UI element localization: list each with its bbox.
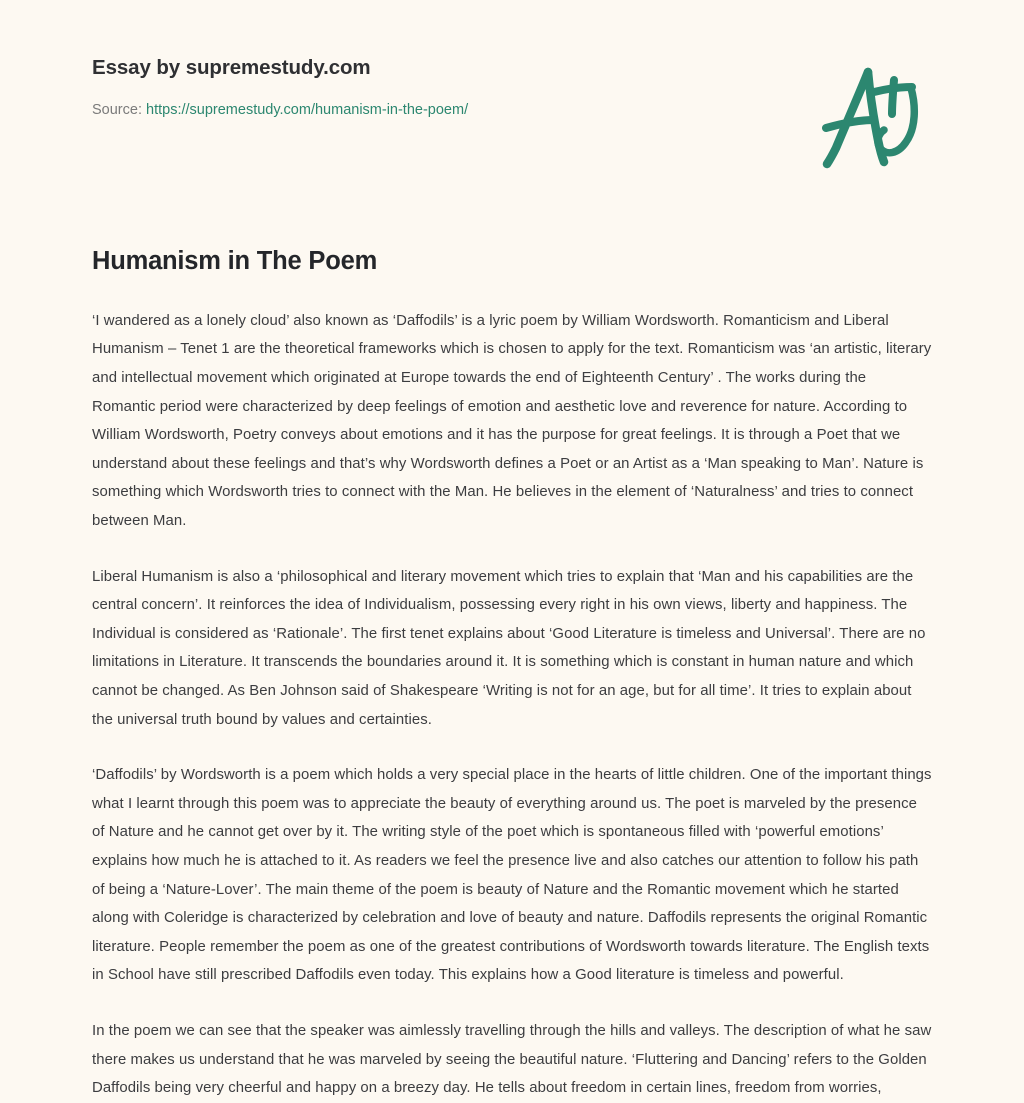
paragraph: ‘Daffodils’ by Wordsworth is a poem which holds a very special place in the hearts of little children. One of the important things what I learnt through this poem was to appreciate the beauty of everything around us. The poet is marveled by the presence of Nature and he cannot get over by it. The writing style of the poet which is spontaneous filled with ‘powerful emotions’ explains how much he is attached to it. As readers we feel the presence live and also catches our attention to follow his path of being a ‘Nature-Lover’. The main theme of the poem is beauty of Nature and the Romantic movement which he started along with Coleridge is characterized by celebration and love of beauty and nature. Daffodils represents the original Romantic literature. People remember the poem as one of the greatest contributions of Wordsworth towards literature. The English texts in School have still prescribed Daffodils even today. This explains how a Good literature is timeless and powerful. (92, 767, 932, 984)
paragraph: ‘I wandered as a lonely cloud’ also known as ‘Daffodils’ is a lyric poem by William Wordsworth. Romanticism and Liberal Humanism – Tenet 1 are the theoretical frameworks which is chosen to apply for the text. Romanticism was ‘an artistic, literary and intellectual movement which originated at Europe towards the end of Eighteenth Century’ . The works during the Romantic period were characterized by deep feelings of emotion and aesthetic love and reverence for nature. According to William Wordsworth, Poetry conveys about emotions and it has the purpose for great feelings. It is through a Poet that we understand about these feelings and that’s why Wordsworth defines a Poet or an Artist as a ‘Man speaking to Man’. Nature is something which Wordsworth tries to connect with the Man. He believes in the element of ‘Naturalness’ and tries to connect between Man. (92, 312, 932, 530)
source-line (92, 101, 932, 120)
page-title: Humanism in The Poem (92, 247, 378, 275)
source-label: Source: (92, 101, 142, 118)
source-url-link[interactable]: https://supremestudy.com/humanism-in-the-poem/ (146, 101, 469, 118)
page-header (92, 56, 932, 119)
byline-text: Essay by supremestudy.com (92, 56, 371, 79)
a-plus-logo (812, 62, 928, 174)
paragraph: In the poem we can see that the speaker was aimlessly travelling through the hills and valleys. The description of what he saw there makes us understand that he was marveled by seeing the beautiful nature. ‘Fluttering and Dancing’ refers to the Golden Daffodils being very cheerful and happy on a breezy day. He tells about freedom in certain lines, freedom from worries, (92, 1022, 932, 1097)
a-plus-logo-icon (812, 62, 928, 174)
article-container (92, 246, 932, 1103)
article-body (92, 307, 932, 1103)
paragraph: Liberal Humanism is also a ‘philosophical and literary movement which tries to explain that ‘Man and his capabilities are the central concern’. It reinforces the idea of Individualism, possessing every right in his own views, liberty and happiness. The Individual is considered as ‘Rationale’. The first tenet explains about ‘Good Literature is timeless and Universal’. There are no limitations in Literature. It transcends the boundaries around it. It is something which is constant in human nature and which cannot be changed. As Ben Johnson said of Shakespeare ‘Writing is not for an age, but for all time’. It tries to explain about the universal truth bound by values and certainties. (92, 568, 926, 728)
